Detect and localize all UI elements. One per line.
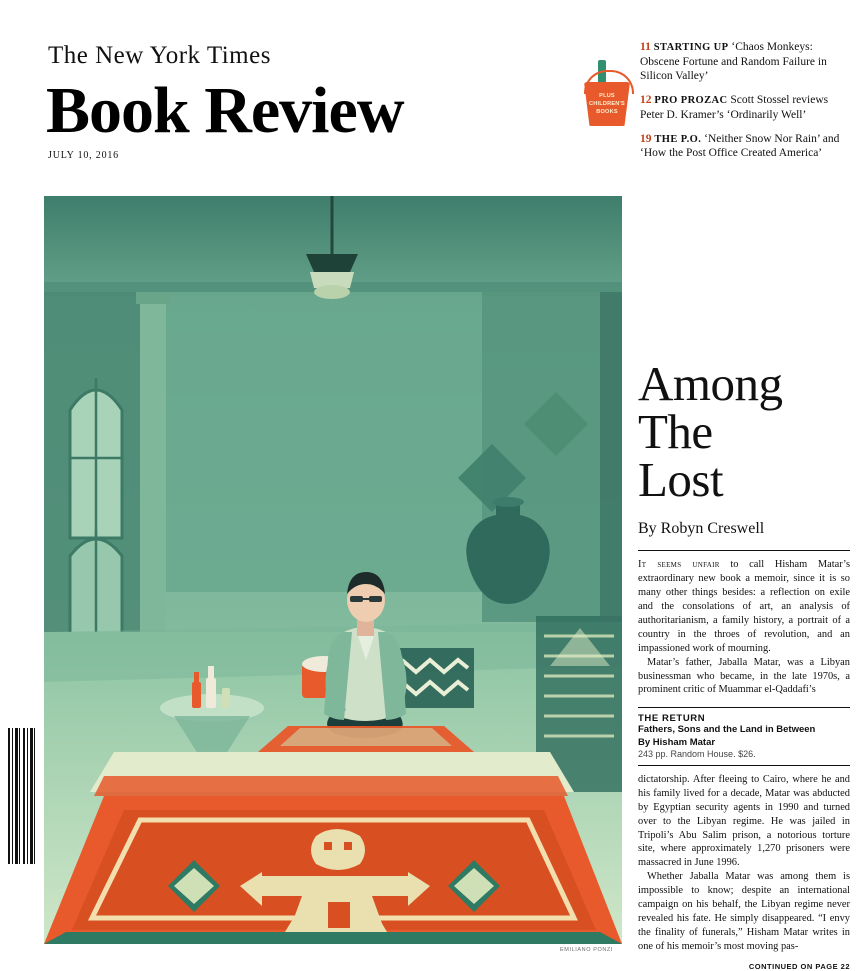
masthead [0,0,858,180]
cover-illustration [44,196,622,944]
foreground-carpet [44,796,622,944]
paragraph: Whether Jaballa Matar was among them is impossible to know; despite an international campaign on his behalf, the Libyan regime never revealed his fate. He simply disappeared. “I envy the finality of funerals,” Hisham Matar writes in one of his memoir’s most moving pas- [638,871,850,953]
teaser-text: Scott Stossel reviews Peter D. Kramer’s ‘Ordinarily Well’ [640,94,829,121]
teaser-text: ‘Chaos Monkeys: Obscene Fortune and Random Failure in Silicon Valley’ [640,41,827,83]
headline-line-3: Lost [638,452,724,508]
paragraph: dictatorship. After fleeing to Cairo, where he and his family lived for a decade, Matar was abducted by Egyptian security agents in 1990 and turned over to the Libyan regime. He was jailed in Tripoli’s Abu Salim prison, a notorious torture site, where approximately 1,270 prisoners were massacred in June 1996. [638,773,850,869]
teaser-item[interactable] [640,132,850,161]
bucket-label-line3: BOOKS [596,109,618,116]
teaser-kicker: PRO PROZAC [654,95,728,107]
teaser-text: ‘Neither Snow Nor Rain’ and ‘How the Post Office Created America’ [640,132,840,160]
teaser-page-number: 12 [640,94,652,107]
page-title: Book Review [46,74,404,147]
book-title: THE RETURN [638,713,706,725]
teaser-page-number: 19 [640,132,652,145]
article-headline [638,356,850,508]
paragraph: Matar’s father, Jaballa Matar, was a Libyan businessman who became, in the late 1970s, a prominent critic of Muammar el-Qaddafi’s [638,656,850,696]
teaser-kicker: STARTING UP [653,42,729,53]
bucket-label [584,92,630,116]
bucket-label-line2: CHILDREN'S [589,101,625,108]
teaser-item[interactable] [640,93,850,122]
publication-logo: The New York Times [48,42,271,69]
divider-rule [638,550,850,551]
continued-note[interactable]: CONTINUED ON PAGE 22 [748,961,850,971]
teaser-page-number: 11 [640,41,651,53]
headline-line-2: The [638,404,713,460]
book-author: By Hisham Matar [638,736,716,748]
illustration-artwork [44,196,622,944]
headline-line-1: Among [638,356,783,411]
illustration-credit: EMILIANO PONZI [560,947,614,953]
bucket-label-line1: PLUS [599,93,615,99]
paragraph [638,558,850,656]
article-body-first [638,558,850,697]
article-body-second [638,773,850,954]
issue-date: JULY 10, 2016 [48,150,119,161]
book-meta: 243 pp. Random House. $26. [638,748,756,759]
lede-leadin: It seems unfair [638,559,720,571]
teaser-item[interactable] [640,40,850,84]
plus-childrens-books-badge [578,62,636,136]
article-byline: By Robyn Creswell [638,520,765,538]
teaser-list [640,40,850,170]
lede-rest: to call Hisham Matar’s extraordinary new book a memoir, since it is so many other things besides: a reflection on exile and the consolations of art, an analysis of authoritarianism, a family history, a portrait of a country in the throes of revolution, and an impassioned work of mourning. [638,559,850,654]
teaser-kicker: THE P.O. [654,133,702,145]
book-info-box [638,707,850,765]
divider-rule [638,765,850,766]
book-subtitle: Fathers, Sons and the Land in Between [638,724,816,736]
barcode [8,728,36,864]
lead-article [638,356,850,971]
